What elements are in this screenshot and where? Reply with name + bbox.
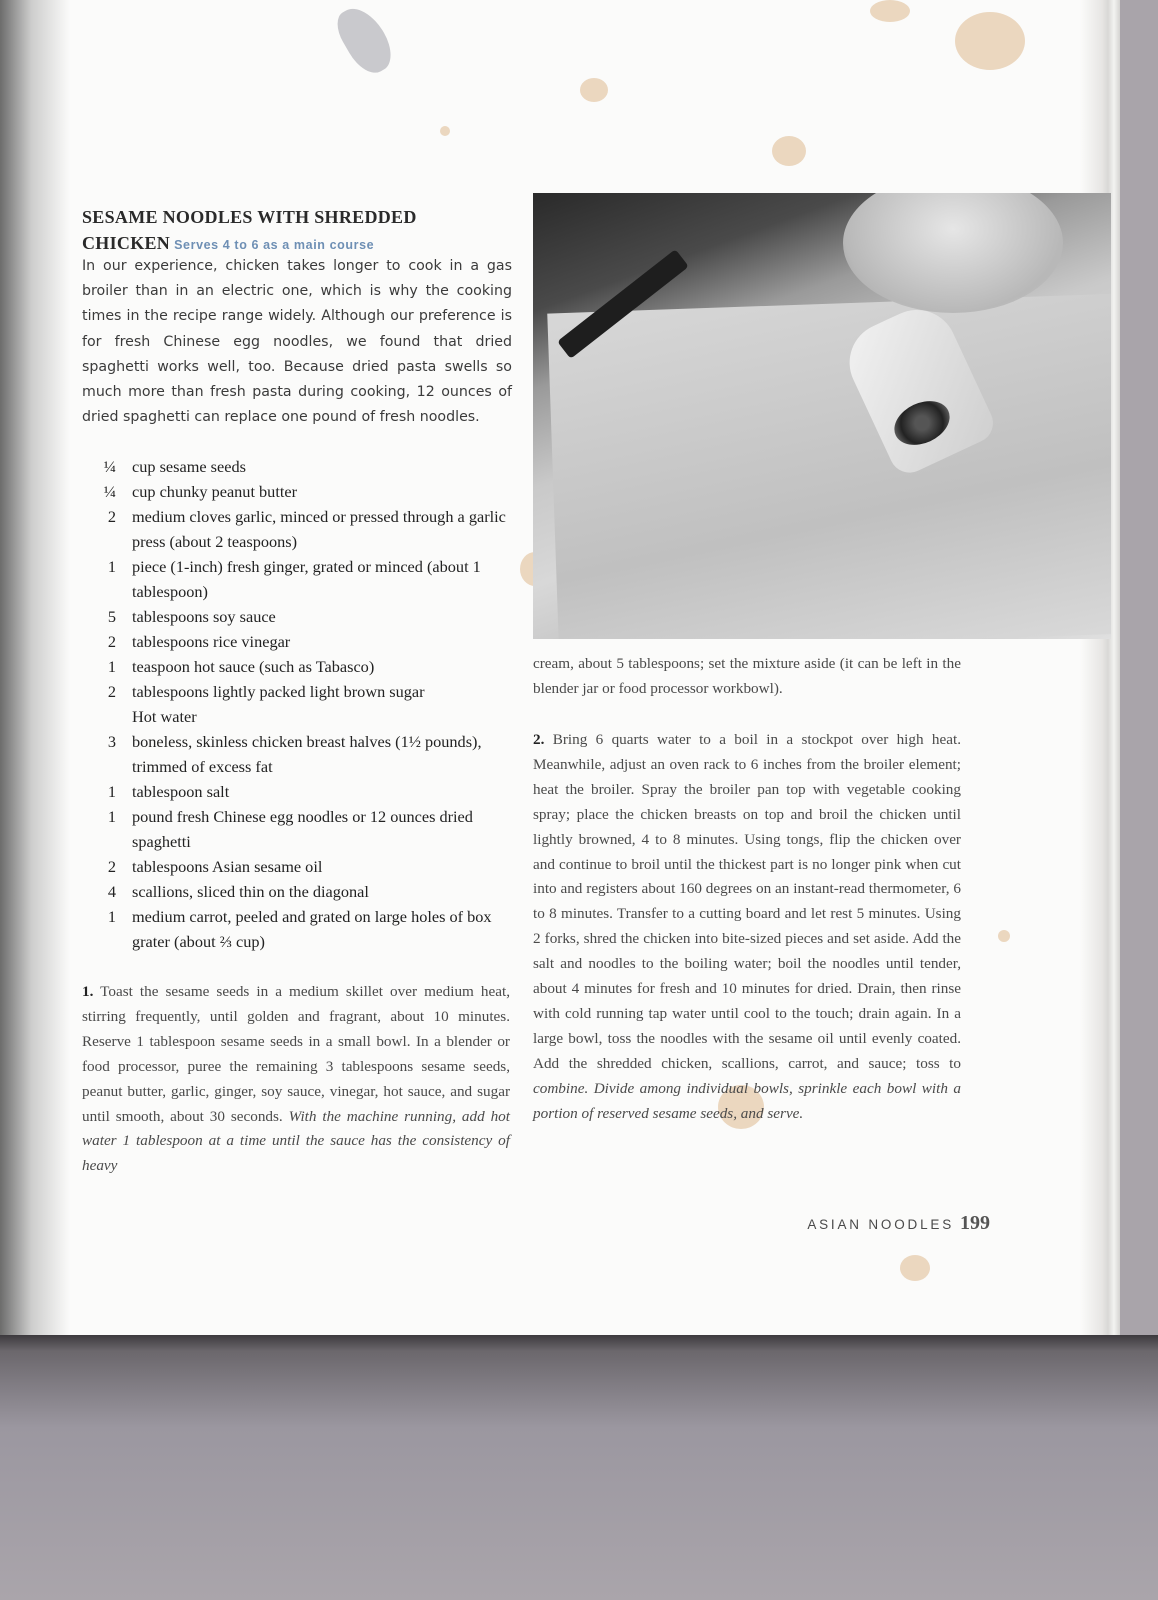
ingredient-quantity: 1 xyxy=(107,782,116,801)
ingredient-row xyxy=(82,629,522,654)
ingredient-quantity: ¼ xyxy=(103,457,116,476)
step-text-italic: combine. Divide among individual bowls, sprinkle each bowl with a portion of reserved sesame seeds, and serve. xyxy=(533,1079,961,1122)
stain xyxy=(900,1255,930,1281)
ingredient-text: tablespoons rice vinegar xyxy=(132,632,291,651)
ingredient-row xyxy=(82,454,522,479)
ingredient-text: cup sesame seeds xyxy=(132,457,246,476)
cutting-board xyxy=(547,293,1111,639)
ingredient-list xyxy=(82,454,522,954)
scan-background xyxy=(0,1335,1158,1600)
ingredient-row xyxy=(82,879,522,904)
stain xyxy=(440,126,450,136)
ingredient-text: teaspoon hot sauce (such as Tabasco) xyxy=(132,657,375,676)
step-number: 2. xyxy=(533,731,545,748)
ingredient-row xyxy=(82,679,522,704)
ingredient-quantity: ¼ xyxy=(103,482,116,501)
ingredient-row xyxy=(82,604,522,629)
step-text: Toast the sesame seeds in a medium skillet over medium heat, stirring frequently, until golden and fragrant, about 10 minutes. Reserve 1 tablespoon sesame seeds in a small bowl. In a blender or food processor, puree the remaining 3 tablespoons sesame seeds, peanut butter, garlic, ginger, soy sauce, vinegar, hot sauce, and sugar until smooth, about 30 seconds. xyxy=(82,983,510,1125)
recipe-intro: In our experience, chicken takes longer to cook in a gas broiler than in an electric one, which is why the cooking times in the recipe range widely. Although our preference is for fresh Chinese egg noodles, we found that dried spaghetti works well, too. Because dried pasta swells so much more than fresh pasta during cooking, 12 ounces of dried spaghetti can replace one pound of fresh noodles. xyxy=(82,258,512,426)
step-1 xyxy=(82,980,510,1179)
page-footer xyxy=(800,1212,990,1235)
ingredient-quantity: 5 xyxy=(107,607,116,626)
ingredient-quantity: 2 xyxy=(107,632,116,651)
ingredient-quantity: 1 xyxy=(107,907,116,926)
ingredient-text: medium carrot, peeled and grated on large holes of box grater (about ⅔ cup) xyxy=(132,907,492,951)
ingredient-row xyxy=(82,729,522,779)
step-1-continued: cream, about 5 tablespoons; set the mixture aside (it can be left in the blender jar or food processor workbowl). xyxy=(533,655,961,697)
ingredient-text: piece (1-inch) fresh ginger, grated or minced (about 1 tablespoon) xyxy=(132,557,481,601)
ingredient-quantity: 1 xyxy=(107,657,116,676)
ingredient-quantity: 2 xyxy=(107,682,116,701)
ingredient-row xyxy=(82,704,522,729)
ingredient-row xyxy=(82,779,522,804)
ingredient-quantity xyxy=(82,704,132,729)
stain xyxy=(580,78,608,102)
ingredient-row xyxy=(82,904,522,954)
recipe-title xyxy=(82,204,522,258)
ingredient-quantity: 4 xyxy=(107,882,116,901)
step-2 xyxy=(533,728,961,1127)
hand xyxy=(843,193,1063,313)
ingredient-row xyxy=(82,554,522,604)
ingredient-text: Hot water xyxy=(132,707,197,726)
ingredient-text: boneless, skinless chicken breast halves (1½ pounds), trimmed of excess fat xyxy=(132,732,482,776)
ingredient-row xyxy=(82,854,522,879)
ingredient-row xyxy=(82,654,522,679)
stain xyxy=(330,0,400,80)
stain xyxy=(772,136,806,166)
recipe-photo xyxy=(533,193,1111,639)
section-name: ASIAN NOODLES xyxy=(807,1217,954,1232)
ingredient-quantity: 1 xyxy=(107,807,116,826)
ingredient-row xyxy=(82,504,522,554)
ingredient-quantity: 2 xyxy=(107,857,116,876)
ingredient-text: tablespoon salt xyxy=(132,782,230,801)
page-number: 199 xyxy=(960,1212,990,1234)
ingredient-text: tablespoons soy sauce xyxy=(132,607,276,626)
ingredient-quantity: 3 xyxy=(107,732,116,751)
ingredient-text: tablespoons lightly packed light brown sugar xyxy=(132,682,425,701)
ingredient-row xyxy=(82,479,522,504)
step-number: 1. xyxy=(82,983,94,1000)
ingredient-text: medium cloves garlic, minced or pressed through a garlic press (about 2 teaspoons) xyxy=(132,507,506,551)
ingredient-row xyxy=(82,804,522,854)
stain xyxy=(870,0,910,22)
ingredient-text: scallions, sliced thin on the diagonal xyxy=(132,882,369,901)
recipe-title-text: SESAME NOODLES WITH SHREDDED CHICKEN xyxy=(82,207,417,253)
step-text: Bring 6 quarts water to a boil in a stockpot over high heat. Meanwhile, adjust an oven rack to 6 inches from the broiler element; heat the broiler. Spray the broiler pan top with vegetable cooking spray; place the chicken breasts on top and broil the chicken until lightly browned, 4 to 8 minutes. Using tongs, flip the chicken over and continue to broil until the thickest part is no longer pink when cut into and registers about 160 degrees on an instant-read thermometer, 6 to 8 minutes. Transfer to a cutting board and let rest 5 minutes. Using 2 forks, shred the chicken into bite-sized pieces and set aside. Add the salt and noodles to the boiling water; boil the noodles until tender, about 4 minutes for fresh and 10 minutes for dried. Drain, then rinse with cold running tap water until cool to the touch; drain again. In a large bowl, toss the noodles with the sesame oil until evenly coated. Add the shredded chicken, scallions, carrot, and sauce; toss to xyxy=(533,731,962,1072)
spine-shadow xyxy=(0,0,70,1335)
stain xyxy=(955,12,1025,70)
ingredient-text: tablespoons Asian sesame oil xyxy=(132,857,323,876)
stain xyxy=(998,930,1010,942)
step-text-italic: With the machine running, add hot water 1 tablespoon at a time until the sauce has the consistency of heavy xyxy=(82,1107,510,1175)
ingredient-text: pound fresh Chinese egg noodles or 12 ounces dried spaghetti xyxy=(132,807,473,851)
ingredient-text: cup chunky peanut butter xyxy=(132,482,298,501)
serves-label: Serves 4 to 6 as a main course xyxy=(174,238,375,252)
ingredient-quantity: 2 xyxy=(107,507,116,526)
ingredient-quantity: 1 xyxy=(107,557,116,576)
